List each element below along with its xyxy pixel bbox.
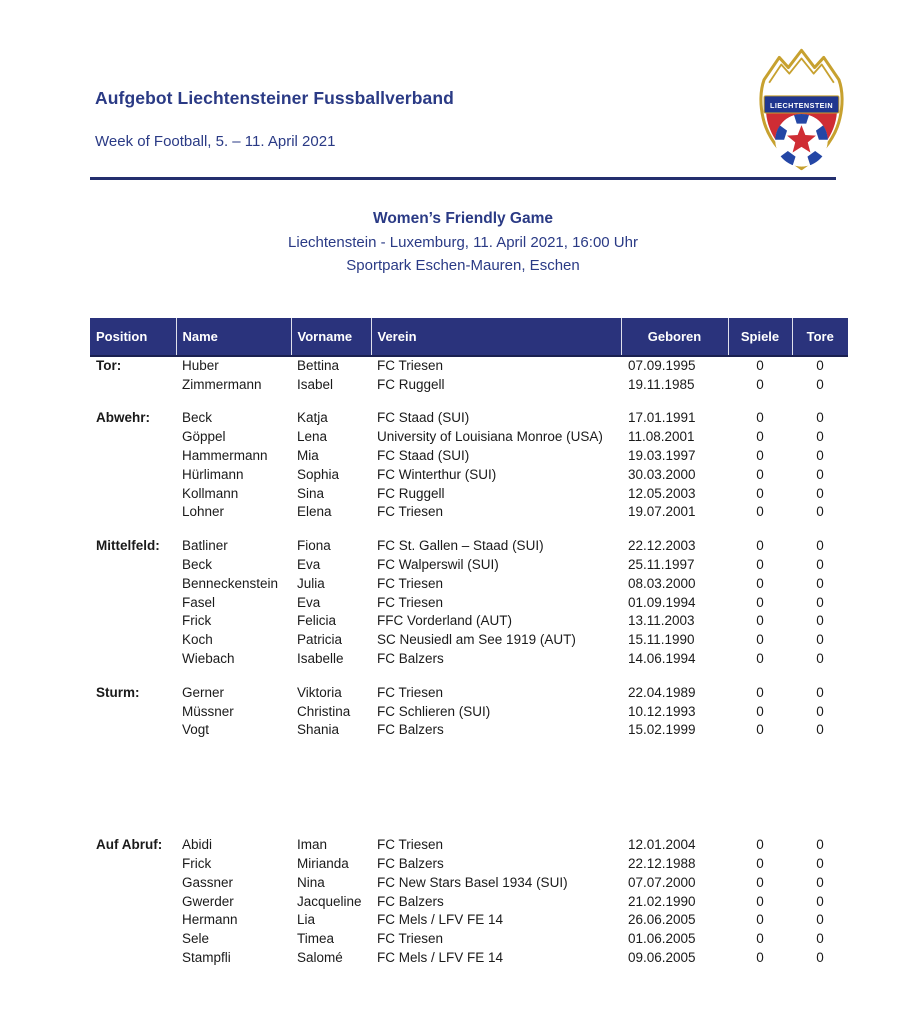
header-divider [90, 177, 836, 180]
column-header-position: Position [90, 318, 176, 356]
cell-name: Gwerder [182, 893, 234, 909]
cell-tore: 0 [816, 950, 824, 966]
cell-position [90, 555, 176, 574]
document-subtitle: Week of Football, 5. – 11. April 2021 [95, 133, 336, 150]
cell-vorname: Viktoria [297, 684, 342, 700]
cell-geboren: 22.12.1988 [628, 856, 696, 872]
cell-verein: FC Triesen [377, 837, 444, 853]
cell-spiele: 0 [756, 703, 764, 719]
cell-vorname: Elena [297, 504, 332, 520]
cell-name: Stampfli [182, 950, 231, 966]
cell-verein: FC Balzers [377, 856, 444, 872]
cell-position [90, 630, 176, 649]
cell-name: Beck [182, 557, 213, 573]
table-row [90, 536, 848, 555]
cell-name: Gassner [182, 874, 234, 890]
match-fixture: Liechtenstein - Luxemburg, 11. April 2021, 16:00 Uhr [288, 233, 638, 251]
cell-spiele: 0 [756, 893, 764, 909]
cell-verein: FC Triesen [377, 931, 444, 947]
cell-tore: 0 [816, 429, 824, 445]
cell-verein: SC Neusiedl am See 1919 (AUT) [377, 632, 576, 648]
cell-geboren: 26.06.2005 [628, 912, 696, 928]
cell-name: Vogt [182, 722, 210, 738]
cell-tore: 0 [816, 893, 824, 909]
cell-spiele: 0 [756, 613, 764, 629]
table-row [90, 702, 848, 721]
squad-table-header [90, 318, 848, 356]
cell-verein: FC Triesen [377, 684, 444, 700]
table-row [90, 409, 848, 428]
cell-tore: 0 [816, 448, 824, 464]
squad-table-body [90, 356, 848, 967]
cell-geboren: 01.09.1994 [628, 594, 696, 610]
cell-geboren: 10.12.1993 [628, 703, 696, 719]
table-row [90, 835, 848, 854]
cell-geboren: 15.02.1999 [628, 722, 696, 738]
table-row [90, 948, 848, 967]
cell-verein: FFC Vorderland (AUT) [377, 613, 513, 629]
cell-tore: 0 [816, 466, 824, 482]
cell-vorname: Katja [297, 410, 328, 426]
cell-vorname: Isabel [297, 376, 334, 392]
column-header-name: Name [176, 318, 291, 356]
cell-geboren: 19.03.1997 [628, 448, 696, 464]
column-header-verein: Verein [371, 318, 621, 356]
cell-verein: FC Walperswil (SUI) [377, 557, 499, 573]
table-row [90, 593, 848, 612]
cell-vorname: Eva [297, 594, 321, 610]
cell-geboren: 22.04.1989 [628, 684, 696, 700]
cell-verein: FC Triesen [377, 594, 444, 610]
section-spacer [90, 521, 848, 536]
cell-vorname: Mirianda [297, 856, 349, 872]
cell-vorname: Jacqueline [297, 893, 362, 909]
table-row [90, 427, 848, 446]
table-row [90, 375, 848, 394]
cell-name: Müssner [182, 703, 234, 719]
cell-spiele: 0 [756, 410, 764, 426]
cell-geboren: 12.05.2003 [628, 485, 696, 501]
cell-vorname: Sina [297, 485, 325, 501]
spacer-cell [90, 521, 848, 536]
table-row [90, 446, 848, 465]
cell-spiele: 0 [756, 594, 764, 610]
cell-position [90, 503, 176, 522]
cell-geboren: 19.07.2001 [628, 504, 696, 520]
cell-tore: 0 [816, 722, 824, 738]
cell-verein: FC Mels / LFV FE 14 [377, 912, 504, 928]
cell-vorname: Bettina [297, 358, 340, 374]
cell-vorname: Isabelle [297, 651, 344, 667]
section-spacer [90, 739, 848, 835]
cell-tore: 0 [816, 358, 824, 374]
cell-geboren: 14.06.1994 [628, 651, 696, 667]
cell-name: Huber [182, 358, 219, 374]
section-spacer [90, 668, 848, 683]
cell-spiele: 0 [756, 950, 764, 966]
cell-name: Hermann [182, 912, 238, 928]
cell-tore: 0 [816, 376, 824, 392]
cell-position [90, 612, 176, 631]
match-title: Women’s Friendly Game [372, 210, 554, 227]
column-header-vorname: Vorname [291, 318, 371, 356]
cell-name: Frick [182, 856, 212, 872]
document-title: Aufgebot Liechtensteiner Fussballverband [95, 88, 454, 108]
cell-tore: 0 [816, 485, 824, 501]
cell-verein: FC Balzers [377, 722, 444, 738]
cell-spiele: 0 [756, 931, 764, 947]
cell-tore: 0 [816, 410, 824, 426]
cell-geboren: 30.03.2000 [628, 466, 696, 482]
cell-name: Koch [182, 632, 213, 648]
cell-tore: 0 [816, 594, 824, 610]
cell-spiele: 0 [756, 856, 764, 872]
cell-spiele: 0 [756, 485, 764, 501]
crest-banner [764, 96, 839, 113]
cell-name: Hammermann [182, 448, 268, 464]
cell-vorname: Christina [297, 703, 351, 719]
cell-vorname: Iman [297, 837, 328, 853]
cell-vorname: Timea [297, 931, 335, 947]
cell-spiele: 0 [756, 504, 764, 520]
cell-spiele: 0 [756, 874, 764, 890]
section-spacer [90, 394, 848, 409]
cell-vorname: Eva [297, 557, 321, 573]
cell-name: Gerner [182, 684, 225, 700]
cell-spiele: 0 [756, 684, 764, 700]
cell-geboren: 15.11.1990 [628, 632, 695, 648]
cell-verein: FC Staad (SUI) [377, 448, 470, 464]
cell-geboren: 19.11.1985 [628, 376, 695, 392]
cell-name: Göppel [182, 429, 226, 445]
cell-tore: 0 [816, 632, 824, 648]
table-row [90, 929, 848, 948]
cell-geboren: 17.01.1991 [628, 410, 696, 426]
cell-tore: 0 [816, 613, 824, 629]
cell-spiele: 0 [756, 651, 764, 667]
cell-tore: 0 [816, 931, 824, 947]
cell-name: Benneckenstein [182, 575, 279, 591]
cell-geboren: 07.07.2000 [628, 874, 696, 890]
cell-vorname: Shania [297, 722, 340, 738]
cell-geboren: 09.06.2005 [628, 950, 696, 966]
cell-tore: 0 [816, 912, 824, 928]
cell-vorname: Fiona [297, 538, 331, 554]
cell-tore: 0 [816, 856, 824, 872]
cell-position [90, 892, 176, 911]
cell-name: Hürlimann [182, 466, 244, 482]
cell-tore: 0 [816, 651, 824, 667]
column-header-geboren: Geboren [621, 318, 728, 356]
cell-verein: FC New Stars Basel 1934 (SUI) [377, 874, 568, 890]
column-header-tore: Tore [792, 318, 848, 356]
cell-position [90, 649, 176, 668]
cell-name: Wiebach [182, 651, 235, 667]
cell-position [90, 948, 176, 967]
cell-geboren: 01.06.2005 [628, 931, 696, 947]
cell-position: Mittelfeld: [96, 538, 160, 554]
cell-position [90, 911, 176, 930]
cell-position [90, 427, 176, 446]
cell-position [90, 574, 176, 593]
cell-spiele: 0 [756, 538, 764, 554]
cell-name: Zimmermann [182, 376, 262, 392]
cell-name: Lohner [182, 504, 225, 520]
table-row [90, 356, 848, 375]
cell-tore: 0 [816, 504, 824, 520]
cell-position [90, 446, 176, 465]
cell-vorname: Nina [297, 874, 325, 890]
cell-geboren: 25.11.1997 [628, 557, 695, 573]
cell-spiele: 0 [756, 557, 764, 573]
table-row [90, 503, 848, 522]
cell-name: Kollmann [182, 485, 239, 501]
cell-spiele: 0 [756, 837, 764, 853]
cell-spiele: 0 [756, 722, 764, 738]
cell-spiele: 0 [756, 358, 764, 374]
cell-vorname: Lena [297, 429, 328, 445]
spacer-cell [90, 739, 848, 835]
cell-geboren: 21.02.1990 [628, 893, 696, 909]
cell-verein: FC Triesen [377, 358, 444, 374]
cell-spiele: 0 [756, 448, 764, 464]
column-header-spiele: Spiele [728, 318, 792, 356]
cell-tore: 0 [816, 703, 824, 719]
cell-tore: 0 [816, 575, 824, 591]
match-info [90, 207, 836, 278]
cell-verein: FC Triesen [377, 575, 444, 591]
cell-name: Beck [182, 410, 213, 426]
cell-spiele: 0 [756, 632, 764, 648]
cell-spiele: 0 [756, 912, 764, 928]
match-venue: Sportpark Eschen-Mauren, Eschen [346, 257, 580, 274]
cell-name: Frick [182, 613, 212, 629]
table-row [90, 612, 848, 631]
cell-vorname: Mia [297, 448, 319, 464]
table-row [90, 630, 848, 649]
cell-vorname: Lia [297, 912, 316, 928]
cell-tore: 0 [816, 684, 824, 700]
cell-name: Fasel [182, 594, 216, 610]
cell-position [90, 854, 176, 873]
lfv-crest-logo [755, 46, 848, 174]
crest-banner-text: LIECHTENSTEIN [770, 100, 833, 110]
cell-position [90, 465, 176, 484]
cell-vorname: Patricia [297, 632, 343, 648]
table-row [90, 721, 848, 740]
cell-position: Abwehr: [96, 410, 150, 426]
cell-position [90, 721, 176, 740]
table-row [90, 892, 848, 911]
cell-geboren: 07.09.1995 [628, 358, 696, 374]
cell-position [90, 593, 176, 612]
cell-verein: FC St. Gallen – Staad (SUI) [377, 538, 544, 554]
squad-table [90, 318, 848, 967]
cell-position [90, 484, 176, 503]
cell-vorname: Julia [297, 575, 325, 591]
cell-position [90, 929, 176, 948]
cell-position [90, 873, 176, 892]
cell-verein: FC Balzers [377, 651, 444, 667]
table-row [90, 574, 848, 593]
cell-geboren: 11.08.2001 [628, 429, 695, 445]
cell-geboren: 13.11.2003 [628, 613, 695, 629]
header-row [90, 318, 848, 356]
spacer-cell [90, 668, 848, 683]
cell-geboren: 08.03.2000 [628, 575, 696, 591]
cell-vorname: Salomé [297, 950, 343, 966]
cell-verein: FC Winterthur (SUI) [377, 466, 497, 482]
cell-name: Abidi [182, 837, 213, 853]
cell-position: Sturm: [96, 684, 140, 700]
cell-spiele: 0 [756, 466, 764, 482]
cell-verein: University of Louisiana Monroe (USA) [377, 429, 603, 445]
cell-spiele: 0 [756, 575, 764, 591]
table-row [90, 873, 848, 892]
table-row [90, 465, 848, 484]
table-row [90, 683, 848, 702]
cell-verein: FC Balzers [377, 893, 444, 909]
table-row [90, 911, 848, 930]
table-row [90, 649, 848, 668]
cell-spiele: 0 [756, 376, 764, 392]
cell-geboren: 22.12.2003 [628, 538, 696, 554]
cell-position [90, 702, 176, 721]
cell-verein: FC Mels / LFV FE 14 [377, 950, 504, 966]
spacer-cell [90, 394, 848, 409]
cell-spiele: 0 [756, 429, 764, 445]
cell-tore: 0 [816, 538, 824, 554]
table-row [90, 854, 848, 873]
cell-name: Batliner [182, 538, 228, 554]
cell-position: Tor: [96, 358, 122, 374]
cell-name: Sele [182, 931, 210, 947]
cell-tore: 0 [816, 837, 824, 853]
cell-verein: FC Triesen [377, 504, 444, 520]
cell-position: Auf Abruf: [96, 837, 163, 853]
cell-vorname: Felicia [297, 613, 337, 629]
cell-vorname: Sophia [297, 466, 340, 482]
cell-verein: FC Ruggell [377, 485, 445, 501]
cell-verein: FC Ruggell [377, 376, 445, 392]
table-row [90, 484, 848, 503]
cell-verein: FC Staad (SUI) [377, 410, 470, 426]
cell-position [90, 375, 176, 394]
cell-tore: 0 [816, 874, 824, 890]
table-row [90, 555, 848, 574]
cell-geboren: 12.01.2004 [628, 837, 696, 853]
cell-tore: 0 [816, 557, 824, 573]
cell-verein: FC Schlieren (SUI) [377, 703, 491, 719]
